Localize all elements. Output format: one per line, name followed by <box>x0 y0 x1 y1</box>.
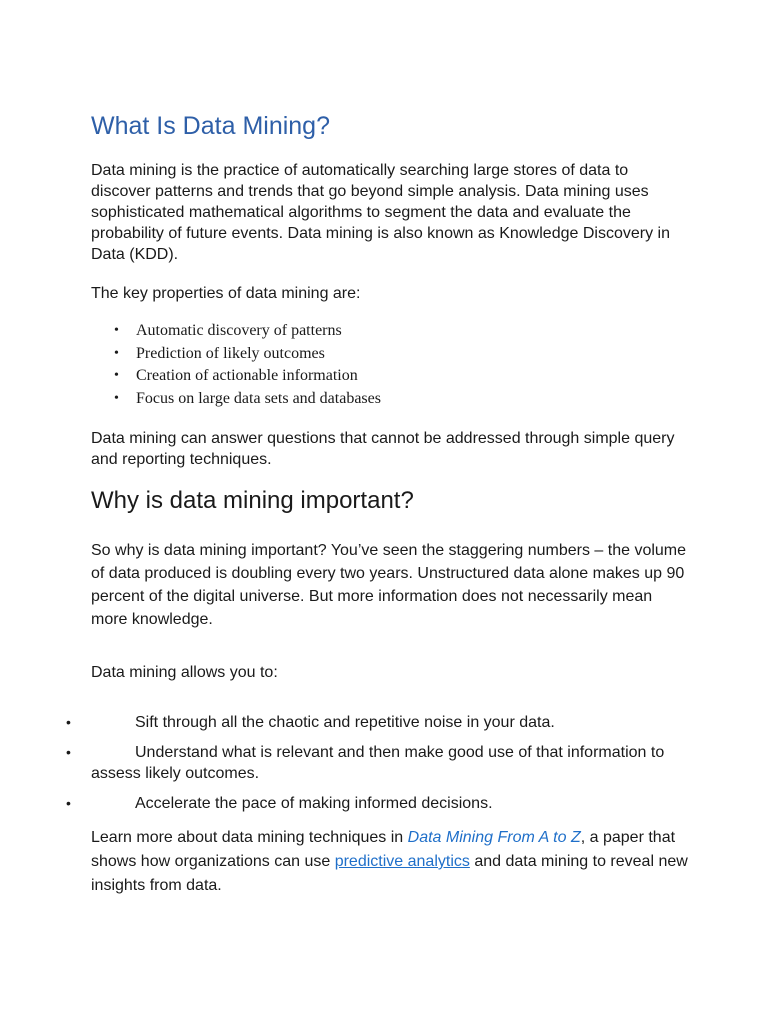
list-item-text: Understand what is relevant and then make good use of that information to assess likely outcomes. <box>91 744 665 782</box>
key-properties-list <box>110 320 381 410</box>
list-item-text: Sift through all the chaotic and repetitive noise in your data. <box>135 714 555 731</box>
allows-list <box>0 712 768 823</box>
bullet-icon: • <box>66 795 71 811</box>
learn-more-text-end: and data mining to reveal new insights from data. <box>91 853 688 894</box>
bullet-icon: • <box>114 368 119 383</box>
why-paragraph: So why is data mining important? You’ve seen the staggering numbers – the volume of data produced is doubling every two years. Unstructured data alone makes up 90 percent of the digital universe. But more information does not necessarily mean more knowledge. <box>91 542 687 628</box>
list-item-text: Automatic discovery of patterns <box>136 322 342 339</box>
allows-intro: Data mining allows you to: <box>91 664 278 681</box>
learn-more-paragraph <box>91 826 691 898</box>
learn-more-text-start: Learn more about data mining techniques in <box>91 829 408 846</box>
list-item <box>110 320 381 343</box>
list-item-text: Accelerate the pace of making informed decisions. <box>135 795 493 812</box>
list-item-text: Focus on large data sets and databases <box>136 389 381 407</box>
list-item-text: Prediction of likely outcomes <box>136 344 325 362</box>
list-item <box>110 365 381 388</box>
list-item <box>110 388 381 411</box>
list-item <box>0 793 691 814</box>
list-item <box>0 742 691 784</box>
key-properties-intro: The key properties of data mining are: <box>91 285 361 302</box>
list-item <box>0 712 691 733</box>
data-mining-a-to-z-link[interactable]: Data Mining From A to Z <box>407 829 581 846</box>
section-title-why-important: Why is data mining important? <box>91 487 414 514</box>
list-item <box>110 343 381 366</box>
section-title-what-is-data-mining: What Is Data Mining? <box>91 112 330 140</box>
intro-paragraph: Data mining is the practice of automatically searching large stores of data to discover patterns and trends that go beyond simple analysis. Data mining uses sophisticated mathematical algorithms to segment the data and evaluate the probability of future events. Data mining is also known as Knowledge Discovery in Data (KDD). <box>91 162 670 263</box>
bullet-icon: • <box>114 323 119 338</box>
bullet-icon: • <box>114 390 119 406</box>
list-item-text: Creation of actionable information <box>136 367 358 384</box>
answer-paragraph: Data mining can answer questions that cannot be addressed through simple query and reporting techniques. <box>91 430 675 468</box>
bullet-icon: • <box>66 714 71 730</box>
bullet-icon: • <box>66 744 71 760</box>
learn-more-text-middle: , a paper that shows how organizations can use <box>91 829 676 870</box>
predictive-analytics-link[interactable]: predictive analytics <box>334 853 470 870</box>
bullet-icon: • <box>114 345 119 361</box>
